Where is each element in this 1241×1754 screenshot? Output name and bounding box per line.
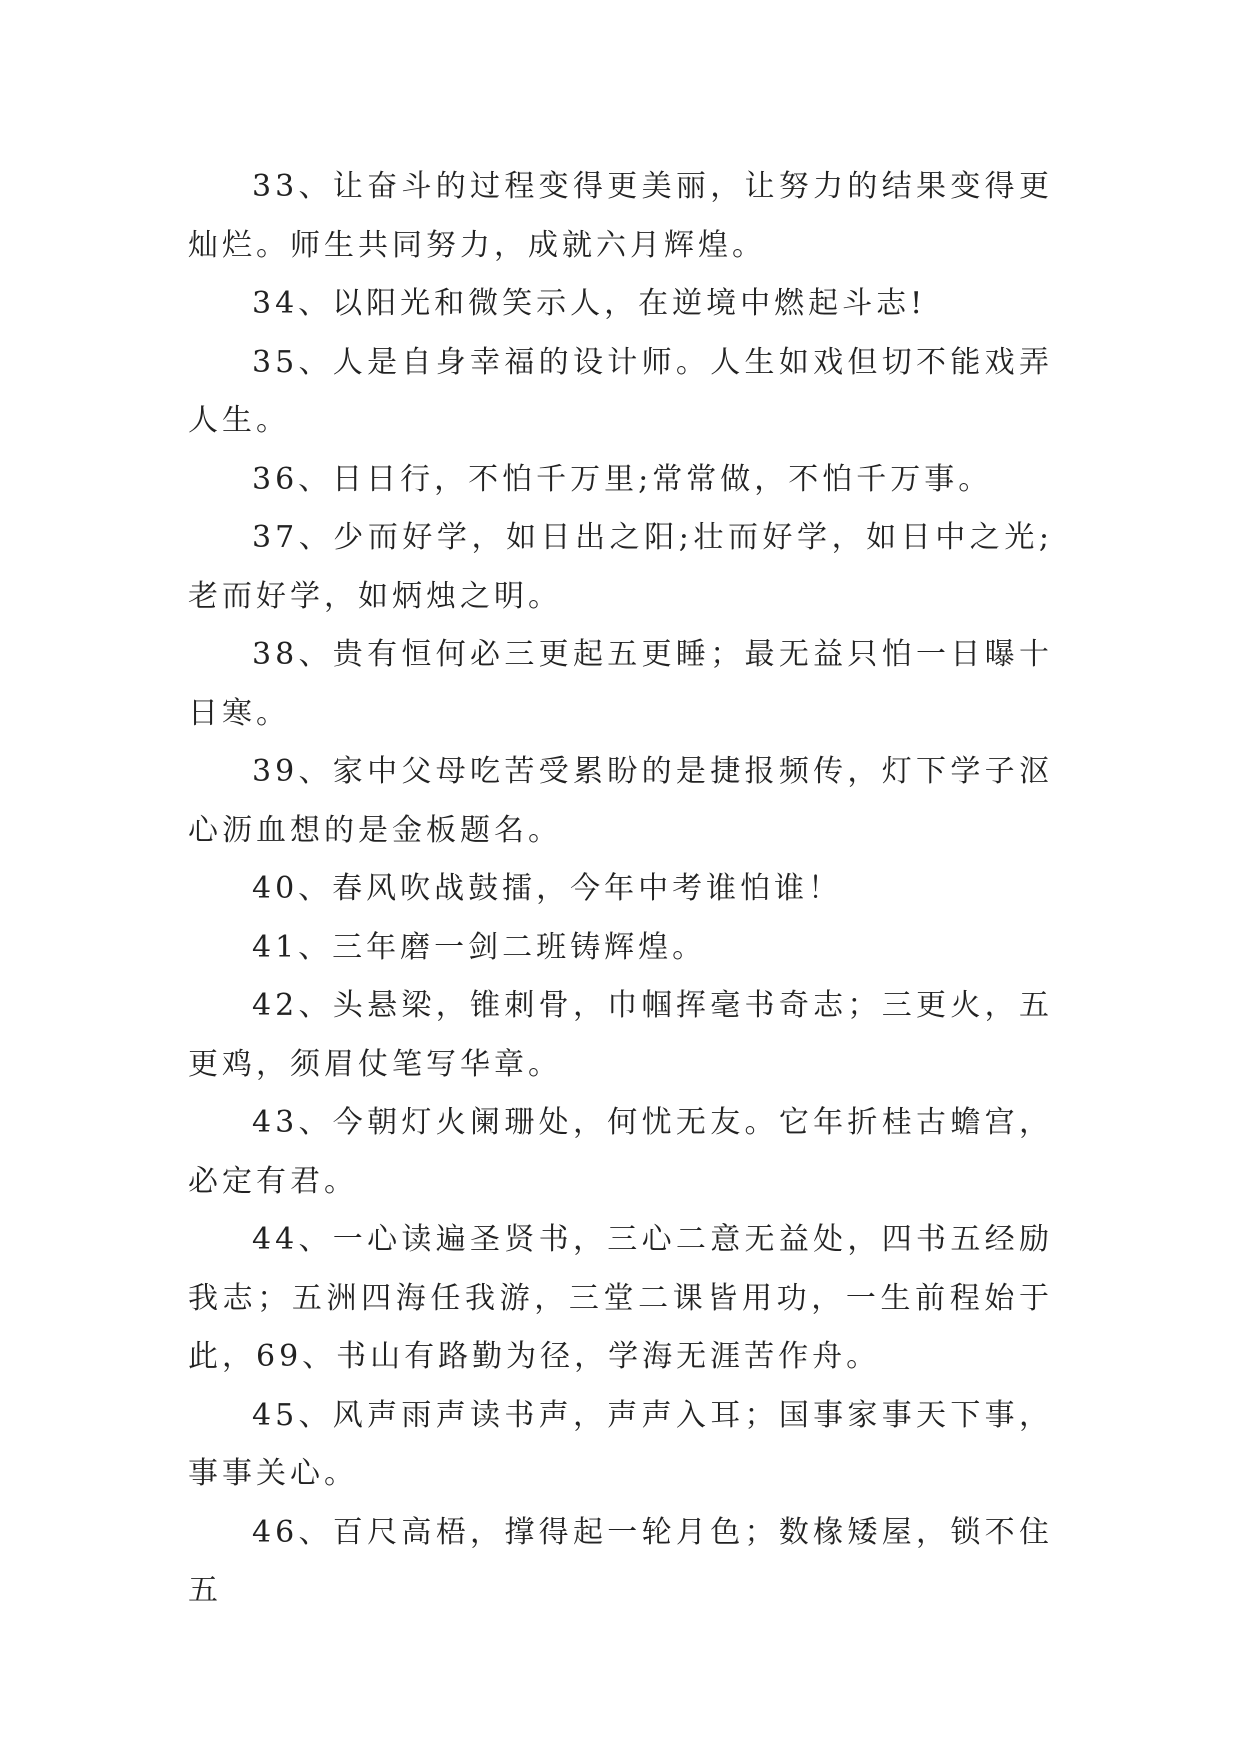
paragraph-37: 37、少而好学，如日出之阳;壮而好学，如日中之光;老而好学，如炳烛之明。	[188, 520, 1053, 614]
paragraph-39: 39、家中父母吃苦受累盼的是捷报频传，灯下学子沤心沥血想的是金板题名。	[188, 754, 1053, 848]
paragraph-35: 35、人是自身幸福的设计师。人生如戏但切不能戏弄人生。	[188, 344, 1053, 438]
paragraph-46: 46、百尺高梧，撑得起一轮月色；数椽矮屋，锁不住五	[188, 1514, 1053, 1608]
paragraph-36: 36、日日行，不怕千万里;常常做，不怕千万事。	[252, 461, 993, 497]
paragraph-44: 44、一心读遍圣贤书，三心二意无益处，四书五经励我志；五洲四海任我游，三堂二课皆用功，一生前程始于此，69、书山有路勤为径，学海无涯苦作舟。	[188, 1222, 1053, 1374]
document-body	[188, 158, 1053, 1621]
paragraph-33: 33、让奋斗的过程变得更美丽，让努力的结果变得更灿烂。师生共同努力，成就六月辉煌。	[188, 169, 1053, 263]
paragraph-41: 41、三年磨一剑二班铸辉煌。	[252, 929, 707, 965]
paragraph-45: 45、风声雨声读书声，声声入耳；国事家事天下事，事事关心。	[188, 1397, 1053, 1491]
paragraph-38: 38、贵有恒何必三更起五更睡；最无益只怕一日曝十日寒。	[188, 637, 1053, 731]
paragraph-34: 34、以阳光和微笑示人，在逆境中燃起斗志!	[252, 286, 927, 321]
paragraph-43: 43、今朝灯火阑珊处，何忧无友。它年折桂古蟾宫，必定有君。	[188, 1105, 1053, 1199]
paragraph-40: 40、春风吹战鼓擂，今年中考谁怕谁！	[252, 871, 843, 906]
paragraph-42: 42、头悬梁，锥刺骨，巾帼挥毫书奇志；三更火，五更鸡，须眉仗笔写华章。	[188, 988, 1053, 1082]
